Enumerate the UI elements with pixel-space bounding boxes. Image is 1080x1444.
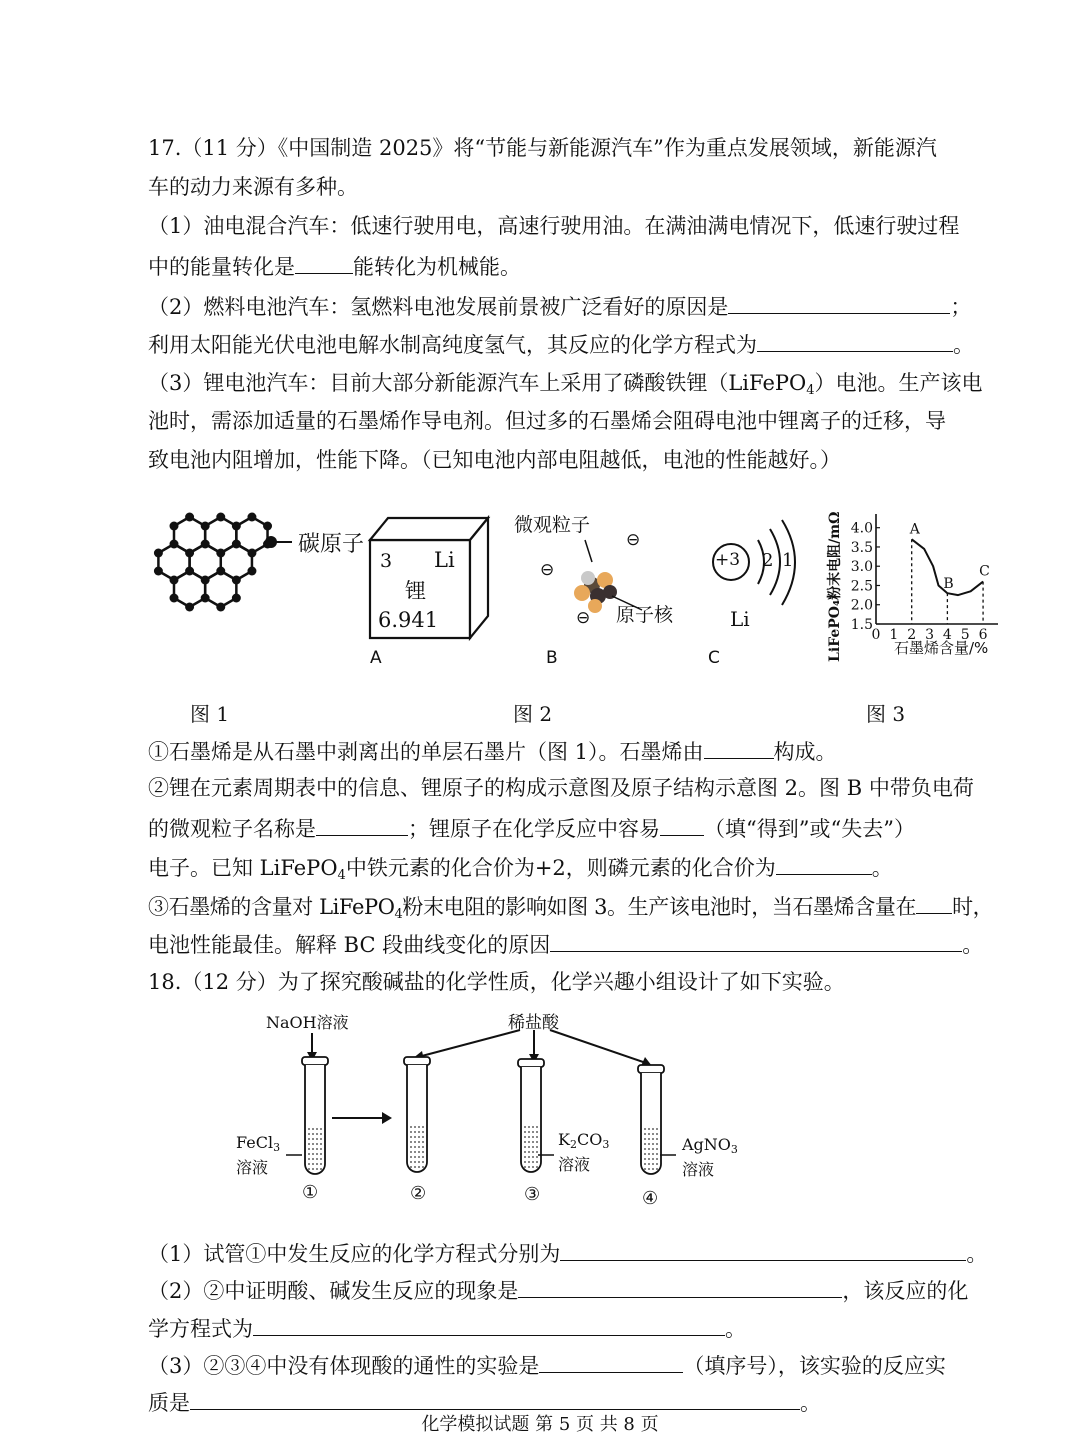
test-tube [641, 1073, 661, 1174]
chart-y-tick-label: 2.0 [850, 597, 873, 614]
answer-blank[interactable] [728, 291, 950, 314]
q17-part2-line2: 利用太阳能光伏电池电解水制高纯度氢气，其反应的化学方程式为 。 [148, 329, 974, 359]
q17-part3-line2: 池时，需添加适量的石墨烯作导电剂。但过多的石墨烯会阻碍电池中锂离子的迁移，导 [148, 409, 946, 433]
micro-particle-label: 微观粒子 [514, 514, 591, 536]
q18-part2-line1: （2）②中证明酸、碱发生反应的现象是 ，该反应的化 [148, 1275, 968, 1305]
graphene-figure [140, 505, 380, 645]
fecl3-label: FeCl3 [236, 1133, 281, 1154]
nucleus-label: 原子核 [616, 604, 674, 626]
figure-3-caption: 图 3 [866, 702, 906, 726]
atomic-number: 3 [380, 550, 393, 572]
resistance-chart [822, 500, 1022, 665]
agno3-solution-label: 溶液 [682, 1160, 715, 1179]
carbon-atom [247, 549, 256, 558]
tube-1-label: ① [302, 1182, 319, 1203]
q17-sub1: ①石墨烯是从石墨中剥离出的单层石墨片（图 1）。石墨烯由 构成。 [148, 736, 837, 766]
carbon-atom [185, 513, 194, 522]
q17-line2: 车的动力来源有多种。 [148, 175, 358, 199]
answer-blank[interactable] [316, 813, 408, 836]
k2co3-solution-label: 溶液 [558, 1155, 591, 1174]
q18-part2-line2: 学方程式为 。 [148, 1313, 746, 1343]
carbon-atom [185, 603, 194, 612]
chart-point-label: A [909, 521, 920, 538]
carbon-atom [216, 513, 225, 522]
hcl-label: 稀盐酸 [508, 1013, 559, 1033]
carbon-atom [232, 594, 241, 603]
carbon-atom [232, 576, 241, 585]
carbon-atom [232, 522, 241, 531]
chart-x-tick-label: 4 [942, 627, 952, 643]
q17-part3-line3: 致电池内阻增加，性能下降。（已知电池内部电阻越低，电池的性能越好。） [148, 448, 841, 472]
electron-2: ⊖ [626, 530, 641, 550]
answer-blank[interactable] [550, 929, 962, 952]
answer-blank[interactable] [757, 329, 953, 352]
carbon-atom [154, 567, 163, 576]
answer-blank[interactable] [190, 1387, 800, 1410]
atom-symbol: Li [730, 607, 750, 631]
q17-sub2-line1: ②锂在元素周期表中的信息、锂原子的构成示意图及原子结构示意图 2。图 B 中带负电荷 [148, 776, 974, 800]
q18-title: 18.（12 分）为了探究酸碱盐的化学性质，化学兴趣小组设计了如下实验。 [148, 970, 845, 994]
q17-part2-line1: （2）燃料电池汽车：氢燃料电池发展前景被广泛看好的原因是 ； [148, 291, 971, 321]
q17-line1: 17.（11 分）《中国制造 2025》将“节能与新能源汽车”作为重点发展领域，新能源汽 [148, 136, 937, 160]
element-name: 锂 [405, 579, 426, 603]
fecl3-solution-label: 溶液 [236, 1158, 269, 1177]
q17-part1-line1: （1）油电混合汽车：低速行驶用电，高速行驶用油。在满油满电情况下，低速行驶过程 [148, 214, 960, 238]
carbon-atom [216, 603, 225, 612]
carbon-atom [201, 540, 210, 549]
q17-sub3-line2: 电池性能最佳。解释 BC 段曲线变化的原因 。 [148, 929, 983, 959]
chart-y-tick-label: 2.5 [850, 578, 873, 595]
chart-y-axis-label: LiFePO₄粉末电阻/mΩ [827, 511, 843, 662]
figure-2-caption: 图 2 [513, 702, 553, 726]
answer-blank[interactable] [704, 736, 774, 759]
carbon-atom [201, 594, 210, 603]
carbon-atom [185, 549, 194, 558]
chart-x-tick-label: 0 [871, 627, 881, 643]
k2co3-label: K2CO3 [558, 1130, 610, 1151]
chart-point-label: C [979, 563, 990, 580]
q18-part3-line2: 质是 。 [148, 1387, 821, 1417]
answer-blank[interactable] [253, 1313, 725, 1336]
carbon-atom [247, 567, 256, 576]
carbon-atom [232, 540, 241, 549]
answer-blank[interactable] [518, 1275, 842, 1298]
q17-part3-line1: （3）锂电池汽车：目前大部分新能源汽车上采用了磷酸铁锂（LiFePO$_4$）电池。生产该电 [148, 371, 983, 398]
carbon-atom [154, 549, 163, 558]
answer-blank[interactable] [295, 251, 353, 274]
answer-blank[interactable] [660, 813, 704, 836]
nuclear-charge: +3 [715, 550, 741, 570]
chart-y-tick-label: 3.0 [850, 559, 873, 576]
figure-label-b: B [546, 648, 558, 668]
chart-x-tick-label: 6 [978, 627, 988, 643]
carbon-atom-label: 碳原子 [298, 532, 365, 557]
figure-label-a: A [370, 648, 382, 668]
test-tube [407, 1065, 427, 1172]
q17-sub3-line1: ③石墨烯的含量对 LiFePO$_4$粉末电阻的影响如图 3。生产该电池时，当石墨烯含量在 时， [148, 891, 993, 929]
naoh-label: NaOH溶液 [266, 1013, 349, 1032]
carbon-atom [201, 576, 210, 585]
q17-sub2-line2: 的微观粒子名称是 ；锂原子在化学反应中容易 （填“得到”或“失去”） [148, 813, 915, 843]
chart-y-tick-label: 3.5 [850, 539, 873, 556]
tube-3-label: ③ [524, 1184, 541, 1205]
electron-shell-2: 1 [782, 550, 794, 571]
chart-point-label: B [943, 576, 954, 593]
answer-blank[interactable] [560, 1238, 966, 1261]
answer-blank[interactable] [916, 891, 952, 914]
electron-1: ⊖ [540, 560, 555, 580]
chart-x-axis-label: 石墨烯含量/% [894, 639, 989, 657]
carbon-atom [216, 567, 225, 576]
carbon-atom [170, 540, 179, 549]
chart-x-tick-label: 1 [889, 627, 899, 643]
carbon-atom [263, 522, 272, 531]
test-tube [521, 1067, 541, 1172]
carbon-atom [216, 549, 225, 558]
q17-sub2-line3: 电子。已知 LiFePO$_4$中铁元素的化合价为+2，则磷元素的化合价为 。 [148, 852, 893, 890]
chart-y-tick-label: 1.5 [850, 617, 873, 633]
carbon-atom [170, 522, 179, 531]
chart-x-tick-label: 3 [925, 627, 934, 643]
atomic-mass: 6.941 [378, 608, 439, 632]
figure-1-caption: 图 1 [190, 702, 230, 726]
answer-blank[interactable] [776, 852, 872, 875]
carbon-atom [170, 576, 179, 585]
q17-part1-line2: 中的能量转化是 能转化为机械能。 [148, 251, 521, 281]
electron-shell-1: 2 [762, 550, 774, 571]
element-symbol: Li [434, 548, 455, 572]
test-tube [305, 1065, 325, 1174]
chart-y-tick-label: 4.0 [850, 520, 873, 537]
tube-4-label: ④ [642, 1188, 659, 1209]
chart-x-tick-label: 5 [960, 627, 970, 643]
carbon-atom [201, 522, 210, 531]
figure-label-c: C [708, 648, 720, 668]
agno3-label: AgNO3 [682, 1135, 738, 1156]
page-footer: 化学模拟试题 第 5 页 共 8 页 [421, 1414, 659, 1435]
chart-x-tick-label: 2 [907, 627, 917, 643]
q18-part1: （1）试管①中发生反应的化学方程式分别为 。 [148, 1238, 987, 1268]
carbon-atom [170, 594, 179, 603]
carbon-atom [185, 567, 194, 576]
carbon-atom [247, 513, 256, 522]
tube-2-label: ② [410, 1183, 427, 1204]
electron-3: ⊖ [576, 608, 591, 628]
answer-blank[interactable] [539, 1350, 683, 1373]
q18-part3-line1: （3）②③④中没有体现酸的通性的实验是 （填序号），该实验的反应实 [148, 1350, 946, 1380]
